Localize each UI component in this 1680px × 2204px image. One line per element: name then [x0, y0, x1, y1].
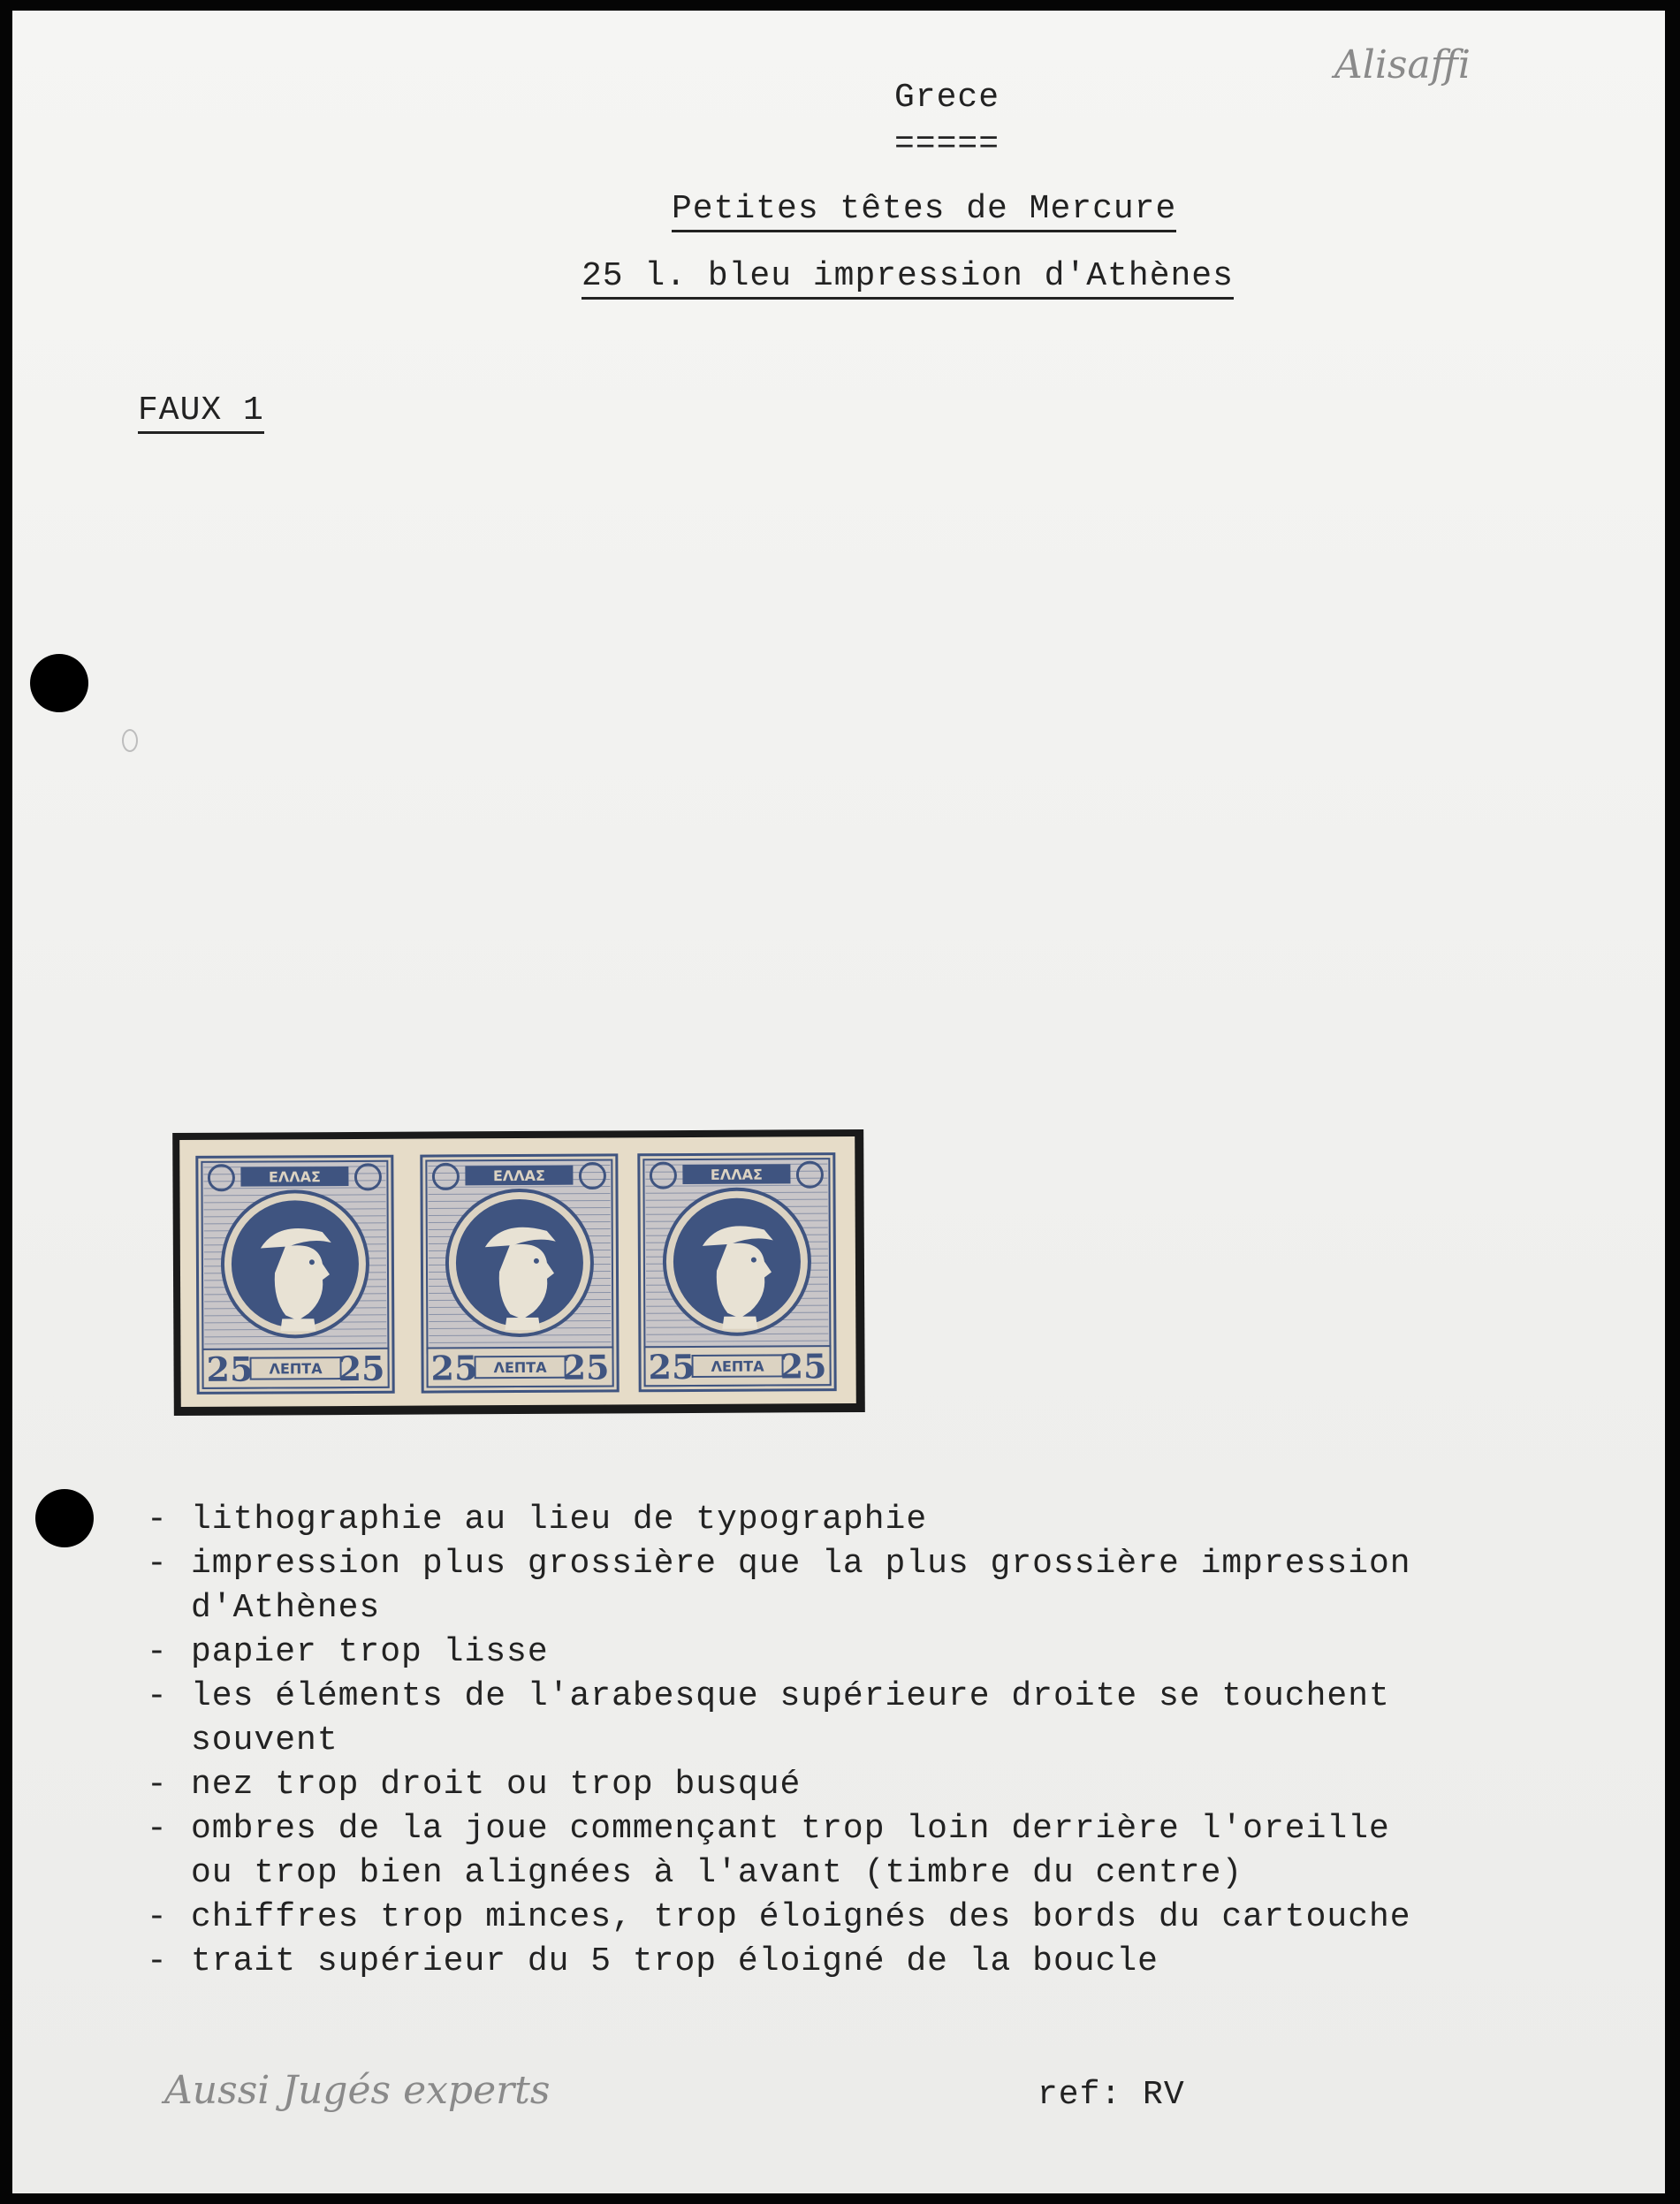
note-item: - ombres de la joue commençant trop loin derrière l'oreille ou trop bien alignées à l'avant (timbre du centre) — [147, 1807, 1561, 1896]
stamp-right — [637, 1152, 836, 1392]
value-left: 25 — [430, 1348, 478, 1388]
stamp-center — [420, 1153, 619, 1393]
handwritten-note-bottom: Aussi Jugés experts — [164, 2068, 551, 2113]
heading-separator: ===== — [894, 125, 1000, 163]
value-left: 25 — [206, 1349, 254, 1389]
note-item: - chiffres trop minces, trop éloignés des bords du cartouche — [147, 1896, 1561, 1940]
eye — [309, 1259, 315, 1265]
neck — [505, 1318, 540, 1330]
stamp-left — [195, 1155, 394, 1395]
value-right: 25 — [338, 1348, 385, 1389]
punch-hole-bottom — [35, 1489, 94, 1547]
value-right: 25 — [562, 1347, 610, 1387]
stamp-design — [422, 1156, 616, 1390]
forgery-label: FAUX 1 — [138, 394, 264, 434]
value-right: 25 — [779, 1346, 827, 1387]
note-item: - les éléments de l'arabesque supérieure droite se touchent souvent — [147, 1675, 1561, 1763]
forgery-characteristics-list — [147, 1498, 1561, 1984]
punch-hole-top — [30, 654, 88, 712]
currency-text: ΛΕΠΤΑ — [711, 1357, 764, 1375]
country-text: ΕΛΛΑΣ — [710, 1166, 763, 1183]
neck — [280, 1319, 315, 1331]
handwritten-note-top: Alisaffi — [1334, 42, 1471, 87]
currency-text: ΛΕΠΤΑ — [493, 1358, 547, 1377]
country-heading: Grece — [894, 79, 1000, 117]
eye — [534, 1258, 539, 1264]
note-item: - lithographie au lieu de typographie — [147, 1498, 1561, 1542]
country-text: ΕΛΛΑΣ — [492, 1167, 545, 1185]
neck — [722, 1317, 757, 1329]
reference: ref: RV — [1038, 2076, 1185, 2114]
stamp-design — [198, 1158, 391, 1392]
value-left: 25 — [648, 1346, 696, 1387]
note-item: - nez trop droit ou trop busqué — [147, 1763, 1561, 1807]
stamp-design — [640, 1155, 833, 1389]
note-item: - impression plus grossière que la plus grossière impression d'Athènes — [147, 1542, 1561, 1630]
eye — [751, 1258, 756, 1263]
series-title: Petites têtes de Mercure — [672, 193, 1176, 232]
issue-subtitle: 25 l. bleu impression d'Athènes — [582, 260, 1234, 300]
note-item: - trait supérieur du 5 trop éloigné de la boucle — [147, 1940, 1561, 1984]
country-text: ΕΛΛΑΣ — [268, 1168, 321, 1186]
stamp-strip-mount — [172, 1129, 865, 1416]
note-item: - papier trop lisse — [147, 1630, 1561, 1675]
pencil-mark — [122, 729, 138, 752]
stamp-strip — [179, 1136, 856, 1407]
currency-text: ΛΕΠΤΑ — [269, 1360, 323, 1378]
